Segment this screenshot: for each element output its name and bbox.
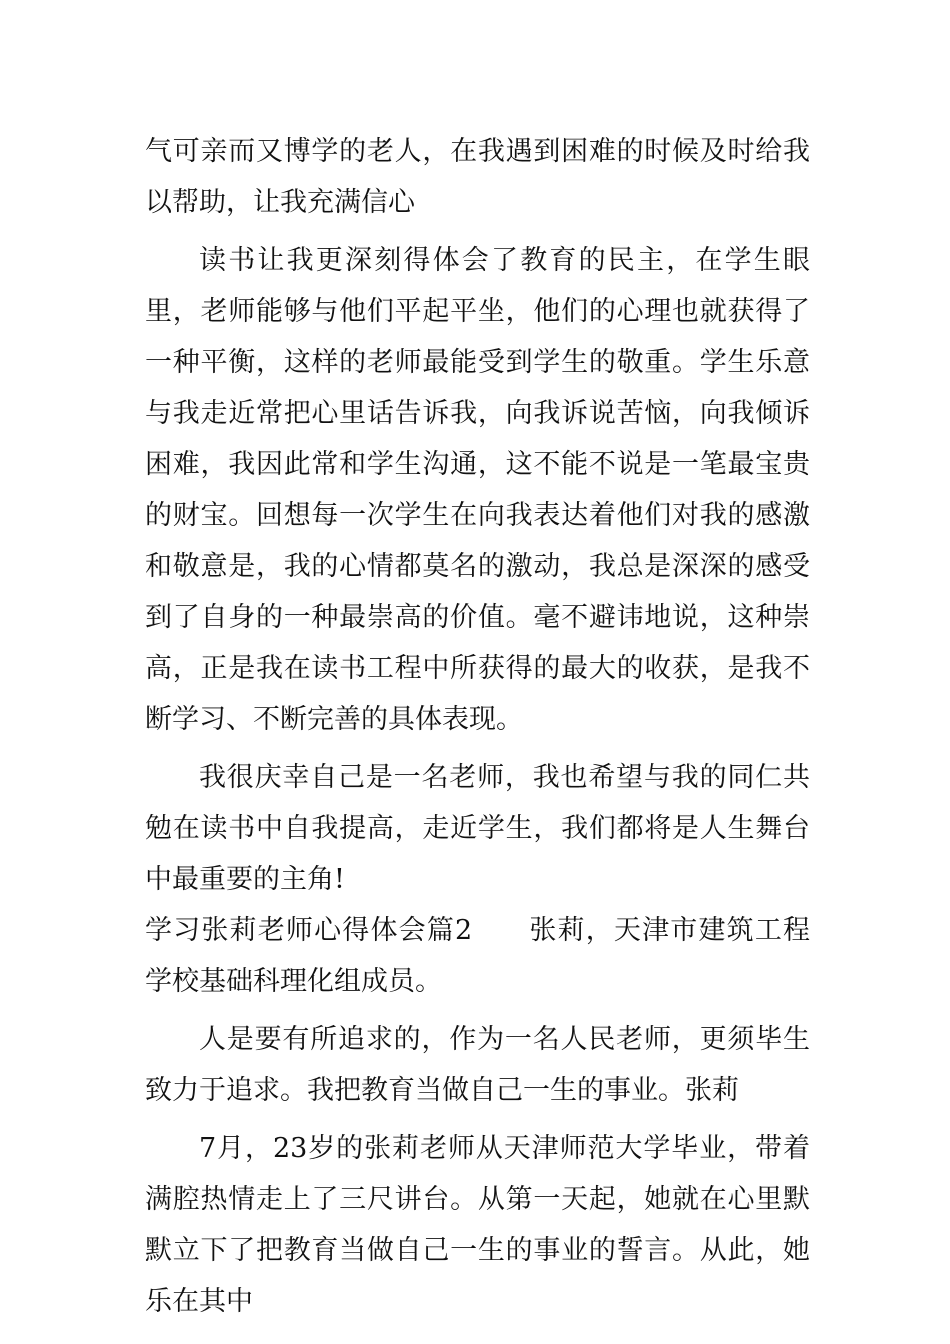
paragraph-continued: 气可亲而又博学的老人，在我遇到困难的时候及时给我以帮助，让我充满信心 — [145, 136, 810, 218]
section-heading: 学习张莉老师心得体会篇2 — [145, 915, 473, 946]
section-heading-line — [145, 905, 810, 1007]
paragraph-pursuit: 人是要有所追求的，作为一名人民老师，更须毕生致力于追求。我把教育当做自己一生的事业。张莉 — [145, 1024, 810, 1106]
section-intro: 张莉，天津市建筑工程学校基础科理化组成员。 — [145, 915, 811, 997]
document-body — [145, 126, 810, 1327]
paragraph-graduation: 7月，23岁的张莉老师从天津师范大学毕业，带着满腔热情走上了三尺讲台。从第一天起，她就在心里默默立下了把教育当做自己一生的事业的誓言。从此，她乐在其中 — [145, 1133, 810, 1317]
paragraph-reading-democracy: 读书让我更深刻得体会了教育的民主，在学生眼里，老师能够与他们平起平坐，他们的心理也就获得了一种平衡，这样的老师最能受到学生的敬重。学生乐意与我走近常把心里话告诉我，向我诉说苦恼，向我倾诉困难，我因此常和学生沟通，这不能不说是一笔最宝贵的财宝。回想每一次学生在向我表达着他们对我的感激和敬意是，我的心情都莫名的激动，我总是深深的感受到了自身的一种最崇高的价值。毫不避讳地说，这种崇高，正是我在读书工程中所获得的最大的收获，是我不断学习、不断完善的具体表现。 — [145, 245, 810, 735]
paragraph-fortunate-teacher: 我很庆幸自己是一名老师，我也希望与我的同仁共勉在读书中自我提高，走近学生，我们都将是人生舞台中最重要的主角! — [145, 762, 810, 895]
